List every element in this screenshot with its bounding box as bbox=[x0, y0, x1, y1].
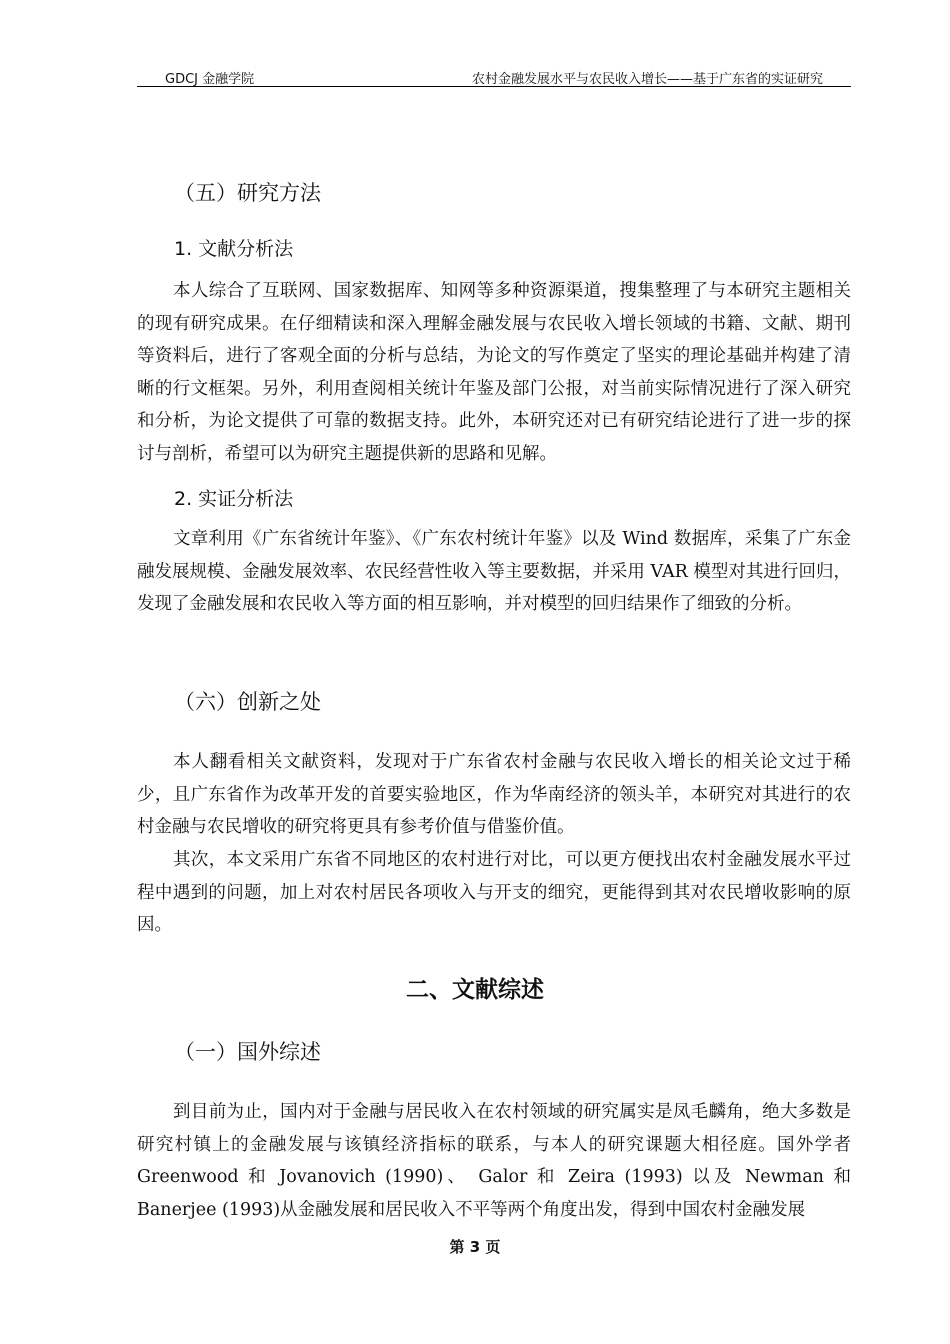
section-2-1-heading: （一）国外综述 bbox=[174, 1040, 321, 1064]
header-thesis-title: 农村金融发展水平与农民收入增长——基于广东省的实证研究 bbox=[471, 72, 823, 87]
paragraph-literature-method: 本人综合了互联网、国家数据库、知网等多种资源渠道，搜集整理了与本研究主题相关的现有研究成果。在仔细精读和深入理解金融发展与农民收入增长领域的书籍、文献、期刊等资料后，进行了客观全面的分析与总结，为论文的写作奠定了坚实的理论基础并构建了清晰的行文框架。另外，利用查阅相关统计年鉴及部门公报，对当前实际情况进行了深入研究和分析，为论文提供了可靠的数据支持。此外，本研究还对已有研究结论进行了进一步的探讨与剖析，希望可以为研究主题提供新的思路和见解。 bbox=[137, 281, 851, 464]
paragraph-innovation-2: 其次，本文采用广东省不同地区的农村进行对比，可以更方便找出农村金融发展水平过程中遇到的问题，加上对农村居民各项收入与开支的细究，更能得到其对农民增收影响的原因。 bbox=[137, 850, 851, 935]
section-5-heading: （五）研究方法 bbox=[174, 181, 321, 205]
subsection-5-1-heading: 1. 文献分析法 bbox=[174, 238, 294, 260]
paragraph-empirical-method: 文章利用《广东省统计年鉴》、《广东农村统计年鉴》以及 Wind 数据库，采集了广东金融发展规模、金融发展效率、农民经营性收入等主要数据，并采用 VAR 模型对其进行回归，发现了金融发展和农民收入等方面的相互影响，并对模型的回归结果作了细致的分析。 bbox=[137, 529, 851, 614]
paragraph-foreign-review: 到目前为止，国内对于金融与居民收入在农村领域的研究属实是凤毛麟角，绝大多数是研究村镇上的金融发展与该镇经济指标的联系，与本人的研究课题大相径庭。国外学者 Greenwood 和 Jovanovich (1990)、 Galor 和 Zeira (1993) 以及 Newman 和 Banerjee (1993)从金融发展和居民收入不平等两个角度出发，得到中国农村金融发展 bbox=[137, 1102, 851, 1220]
page-number: 第 3 页 bbox=[449, 1238, 501, 1256]
chapter-2-heading: 二、文献综述 bbox=[406, 977, 544, 1003]
section-6-heading: （六）创新之处 bbox=[174, 690, 321, 714]
running-header bbox=[137, 66, 851, 87]
header-institution: GDCJ 金融学院 bbox=[165, 72, 255, 87]
paragraph-innovation-1: 本人翻看相关文献资料，发现对于广东省农村金融与农民收入增长的相关论文过于稀少，且广东省作为改革开发的首要实验地区，作为华南经济的领头羊，本研究对其进行的农村金融与农民增收的研究将更具有参考价值与借鉴价值。 bbox=[137, 752, 851, 837]
subsection-5-2-heading: 2. 实证分析法 bbox=[174, 488, 294, 510]
